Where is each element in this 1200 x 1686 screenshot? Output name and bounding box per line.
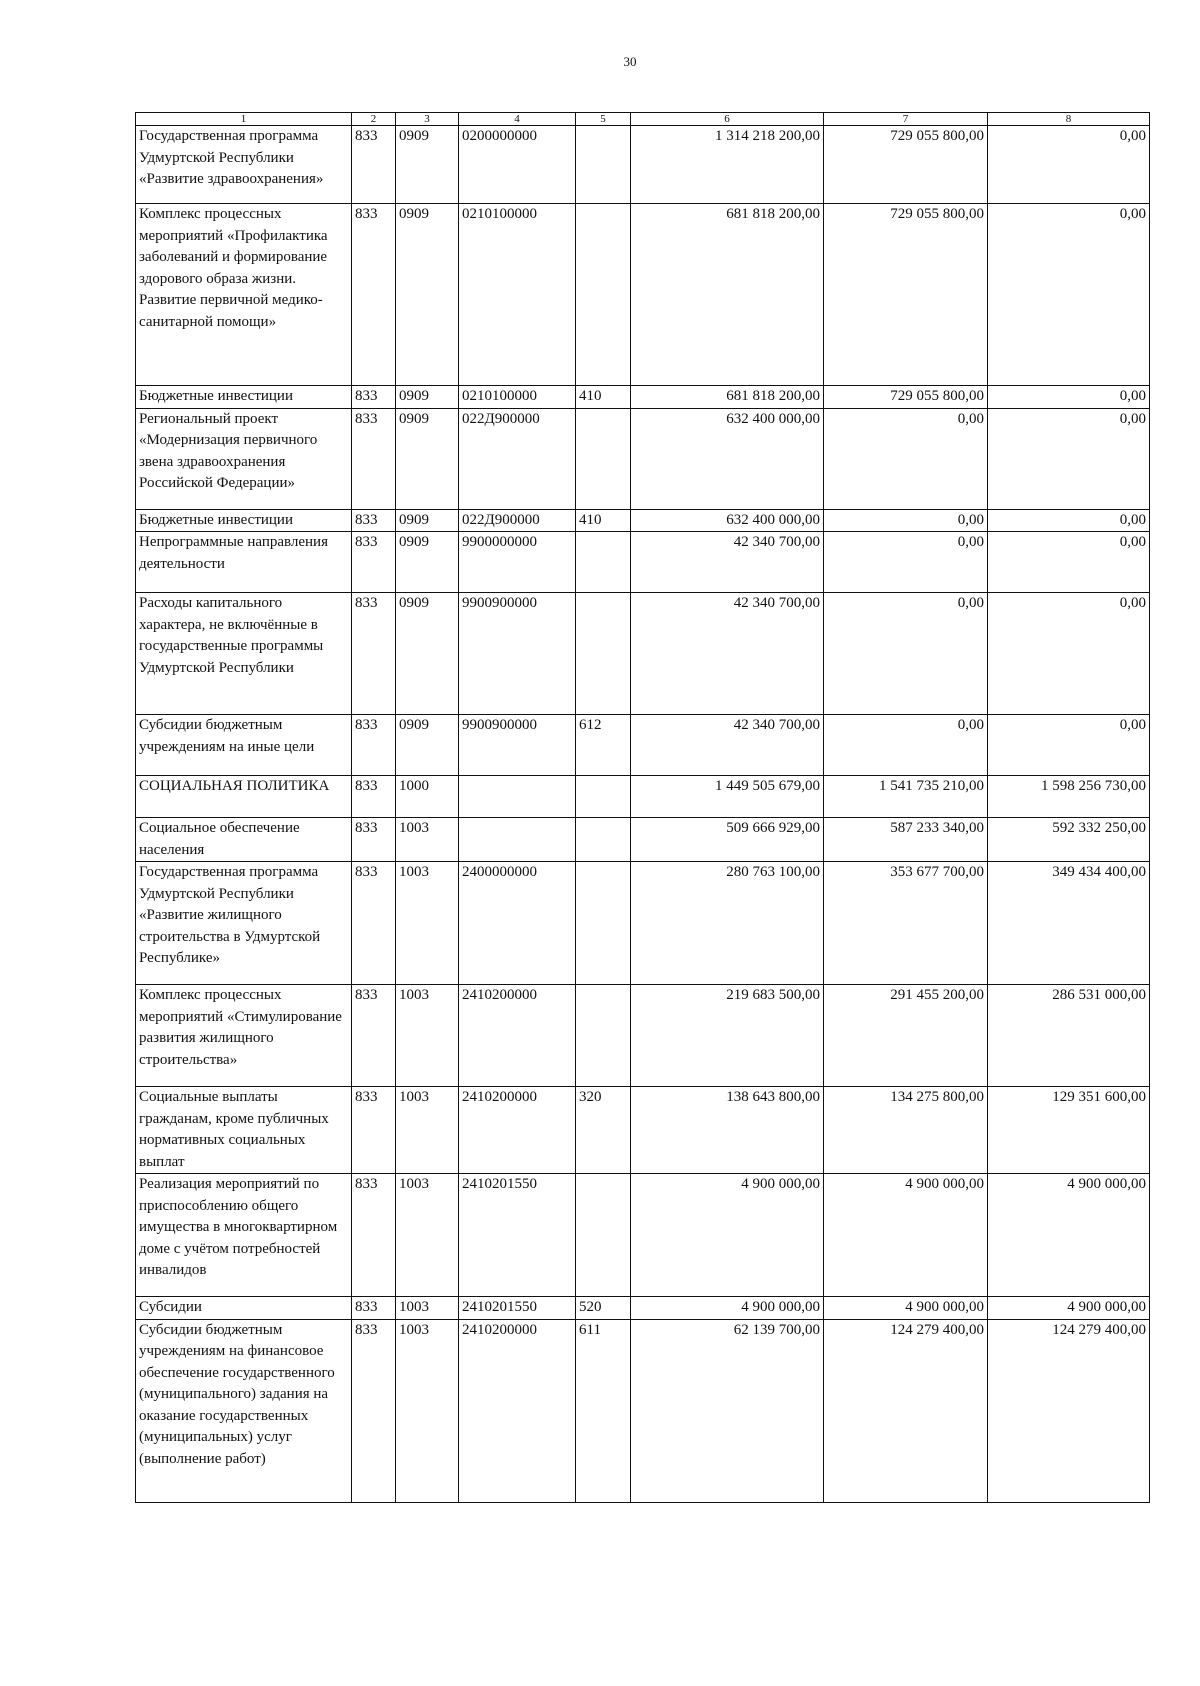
amount-year-1: 509 666 929,00 — [631, 818, 824, 862]
row-name: Региональный проект «Модернизация первичного звена здравоохранения Российской Федерации» — [136, 408, 352, 509]
amount-year-2: 0,00 — [824, 408, 988, 509]
header-cell: 7 — [824, 113, 988, 126]
expense-type — [576, 985, 631, 1087]
amount-year-2: 0,00 — [824, 532, 988, 593]
amount-year-2: 0,00 — [824, 509, 988, 532]
table-row — [136, 715, 1150, 776]
expense-type: 611 — [576, 1319, 631, 1502]
expense-type — [576, 408, 631, 509]
section-code: 0909 — [396, 408, 459, 509]
header-cell: 5 — [576, 113, 631, 126]
table-row — [136, 204, 1150, 386]
table-row — [136, 593, 1150, 715]
expense-type: 612 — [576, 715, 631, 776]
target-article: 2410200000 — [459, 1319, 576, 1502]
target-article — [459, 818, 576, 862]
amount-year-3: 0,00 — [988, 715, 1150, 776]
amount-year-1: 62 139 700,00 — [631, 1319, 824, 1502]
section-code: 0909 — [396, 126, 459, 204]
budget-table — [135, 112, 1150, 1503]
expense-type — [576, 818, 631, 862]
amount-year-2: 0,00 — [824, 593, 988, 715]
amount-year-1: 42 340 700,00 — [631, 715, 824, 776]
section-code: 1003 — [396, 862, 459, 985]
target-article: 2410201550 — [459, 1174, 576, 1297]
table-row — [136, 776, 1150, 818]
expense-type: 520 — [576, 1297, 631, 1320]
amount-year-1: 681 818 200,00 — [631, 204, 824, 386]
section-code: 1003 — [396, 985, 459, 1087]
amount-year-1: 280 763 100,00 — [631, 862, 824, 985]
grbs-code: 833 — [352, 509, 396, 532]
section-code: 1003 — [396, 1087, 459, 1174]
amount-year-3: 0,00 — [988, 408, 1150, 509]
grbs-code: 833 — [352, 1087, 396, 1174]
target-article — [459, 776, 576, 818]
grbs-code: 833 — [352, 862, 396, 985]
header-cell: 2 — [352, 113, 396, 126]
section-code: 0909 — [396, 715, 459, 776]
page-number: 30 — [623, 54, 637, 69]
table-row — [136, 1297, 1150, 1320]
section-code: 1003 — [396, 1174, 459, 1297]
target-article: 9900900000 — [459, 715, 576, 776]
row-name: Расходы капитального характера, не включённые в государственные программы Удмуртской Республики — [136, 593, 352, 715]
amount-year-2: 1 541 735 210,00 — [824, 776, 988, 818]
expense-type — [576, 126, 631, 204]
section-code: 0909 — [396, 532, 459, 593]
amount-year-3: 0,00 — [988, 386, 1150, 409]
row-name: Непрограммные направления деятельности — [136, 532, 352, 593]
section-code: 1003 — [396, 818, 459, 862]
header-cell: 1 — [136, 113, 352, 126]
grbs-code: 833 — [352, 985, 396, 1087]
amount-year-1: 4 900 000,00 — [631, 1174, 824, 1297]
grbs-code: 833 — [352, 532, 396, 593]
target-article: 2400000000 — [459, 862, 576, 985]
target-article: 0210100000 — [459, 204, 576, 386]
expense-type — [576, 1174, 631, 1297]
row-name: Социальное обеспечение населения — [136, 818, 352, 862]
row-name: Субсидии бюджетным учреждениям на иные цели — [136, 715, 352, 776]
amount-year-3: 0,00 — [988, 204, 1150, 386]
grbs-code: 833 — [352, 126, 396, 204]
target-article: 0210100000 — [459, 386, 576, 409]
expense-type: 410 — [576, 386, 631, 409]
header-cell: 8 — [988, 113, 1150, 126]
amount-year-3: 286 531 000,00 — [988, 985, 1150, 1087]
amount-year-3: 592 332 250,00 — [988, 818, 1150, 862]
header-cell: 6 — [631, 113, 824, 126]
row-name: Государственная программа Удмуртской Республики «Развитие здравоохранения» — [136, 126, 352, 204]
section-code: 1003 — [396, 1297, 459, 1320]
section-code: 0909 — [396, 386, 459, 409]
table-row — [136, 1087, 1150, 1174]
grbs-code: 833 — [352, 818, 396, 862]
expense-type: 410 — [576, 509, 631, 532]
amount-year-3: 4 900 000,00 — [988, 1297, 1150, 1320]
section-code: 0909 — [396, 204, 459, 386]
header-cell: 3 — [396, 113, 459, 126]
amount-year-2: 124 279 400,00 — [824, 1319, 988, 1502]
table-row — [136, 985, 1150, 1087]
amount-year-2: 291 455 200,00 — [824, 985, 988, 1087]
amount-year-1: 138 643 800,00 — [631, 1087, 824, 1174]
amount-year-2: 729 055 800,00 — [824, 386, 988, 409]
amount-year-1: 632 400 000,00 — [631, 509, 824, 532]
target-article: 0200000000 — [459, 126, 576, 204]
amount-year-2: 729 055 800,00 — [824, 126, 988, 204]
target-article: 022Д900000 — [459, 408, 576, 509]
amount-year-1: 1 449 505 679,00 — [631, 776, 824, 818]
amount-year-2: 4 900 000,00 — [824, 1174, 988, 1297]
row-name: Комплекс процессных мероприятий «Стимулирование развития жилищного строительства» — [136, 985, 352, 1087]
amount-year-3: 124 279 400,00 — [988, 1319, 1150, 1502]
target-article: 2410200000 — [459, 985, 576, 1087]
expense-type — [576, 204, 631, 386]
grbs-code: 833 — [352, 593, 396, 715]
amount-year-3: 0,00 — [988, 509, 1150, 532]
grbs-code: 833 — [352, 715, 396, 776]
amount-year-2: 134 275 800,00 — [824, 1087, 988, 1174]
table-row — [136, 1174, 1150, 1297]
section-code: 1000 — [396, 776, 459, 818]
row-name: Реализация мероприятий по приспособлению общего имущества в многоквартирном доме с учётом потребностей инвалидов — [136, 1174, 352, 1297]
amount-year-2: 729 055 800,00 — [824, 204, 988, 386]
amount-year-3: 4 900 000,00 — [988, 1174, 1150, 1297]
grbs-code: 833 — [352, 1319, 396, 1502]
table-row — [136, 126, 1150, 204]
amount-year-3: 1 598 256 730,00 — [988, 776, 1150, 818]
amount-year-3: 0,00 — [988, 126, 1150, 204]
expense-type — [576, 532, 631, 593]
expense-type — [576, 593, 631, 715]
amount-year-1: 4 900 000,00 — [631, 1297, 824, 1320]
header-row — [136, 113, 1150, 126]
expense-type: 320 — [576, 1087, 631, 1174]
table-row — [136, 509, 1150, 532]
row-name: Социальные выплаты гражданам, кроме публичных нормативных социальных выплат — [136, 1087, 352, 1174]
amount-year-1: 219 683 500,00 — [631, 985, 824, 1087]
table-row — [136, 818, 1150, 862]
amount-year-3: 0,00 — [988, 532, 1150, 593]
amount-year-3: 349 434 400,00 — [988, 862, 1150, 985]
amount-year-1: 42 340 700,00 — [631, 532, 824, 593]
table-row — [136, 408, 1150, 509]
grbs-code: 833 — [352, 1174, 396, 1297]
row-name: Субсидии бюджетным учреждениям на финансовое обеспечение государственного (муниципального) задания на оказание государственных (муниципальных) услуг (выполнение работ) — [136, 1319, 352, 1502]
row-name: Субсидии — [136, 1297, 352, 1320]
target-article: 2410201550 — [459, 1297, 576, 1320]
row-name: СОЦИАЛЬНАЯ ПОЛИТИКА — [136, 776, 352, 818]
section-code: 0909 — [396, 509, 459, 532]
target-article: 9900900000 — [459, 593, 576, 715]
expense-type — [576, 862, 631, 985]
row-name: Комплекс процессных мероприятий «Профилактика заболеваний и формирование здорового образа жизни. Развитие первичной медико-санитарной помощи» — [136, 204, 352, 386]
header-cell: 4 — [459, 113, 576, 126]
amount-year-3: 0,00 — [988, 593, 1150, 715]
amount-year-1: 42 340 700,00 — [631, 593, 824, 715]
amount-year-2: 587 233 340,00 — [824, 818, 988, 862]
amount-year-2: 4 900 000,00 — [824, 1297, 988, 1320]
section-code: 0909 — [396, 593, 459, 715]
target-article: 9900000000 — [459, 532, 576, 593]
amount-year-2: 0,00 — [824, 715, 988, 776]
row-name: Бюджетные инвестиции — [136, 386, 352, 409]
expense-type — [576, 776, 631, 818]
amount-year-1: 681 818 200,00 — [631, 386, 824, 409]
table-row — [136, 1319, 1150, 1502]
target-article: 2410200000 — [459, 1087, 576, 1174]
grbs-code: 833 — [352, 776, 396, 818]
target-article: 022Д900000 — [459, 509, 576, 532]
table-row — [136, 862, 1150, 985]
section-code: 1003 — [396, 1319, 459, 1502]
amount-year-1: 632 400 000,00 — [631, 408, 824, 509]
grbs-code: 833 — [352, 1297, 396, 1320]
row-name: Бюджетные инвестиции — [136, 509, 352, 532]
grbs-code: 833 — [352, 408, 396, 509]
table-row — [136, 532, 1150, 593]
table-row — [136, 386, 1150, 409]
amount-year-1: 1 314 218 200,00 — [631, 126, 824, 204]
grbs-code: 833 — [352, 386, 396, 409]
row-name: Государственная программа Удмуртской Республики «Развитие жилищного строительства в Удмуртской Республике» — [136, 862, 352, 985]
grbs-code: 833 — [352, 204, 396, 386]
amount-year-2: 353 677 700,00 — [824, 862, 988, 985]
amount-year-3: 129 351 600,00 — [988, 1087, 1150, 1174]
